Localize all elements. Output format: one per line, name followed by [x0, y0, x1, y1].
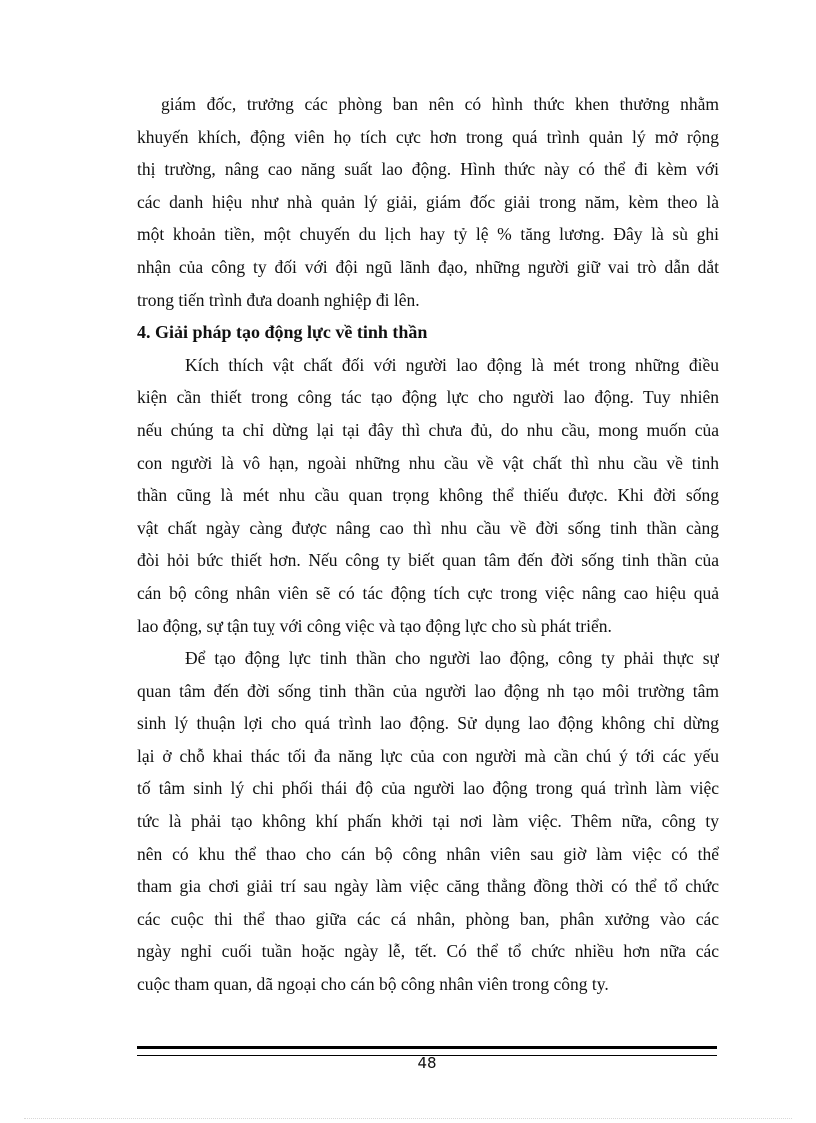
- text-line: kiện cần thiết trong công tác tạo động lực cho người lao động. Tuy nhiên: [137, 387, 719, 408]
- text-line: lại ở chỗ khai thác tối đa năng lực của con người mà cần chú ý tới các yếu: [137, 745, 719, 766]
- text-line: thần cũng là mét nhu cầu quan trọng không thể thiếu được. Khi đời sống: [137, 485, 719, 506]
- text-line: nếu chúng ta chỉ dừng lại tại đây thì chưa đủ, do nhu cầu, mong muốn của: [137, 419, 719, 440]
- text-line: cán bộ công nhân viên sẽ có tác động tích cực trong việc nâng cao hiệu quả: [137, 582, 719, 603]
- section-heading: 4. Giải pháp tạo động lực về tinh thần: [137, 322, 428, 343]
- text-line: nhận của công ty đối với đội ngũ lãnh đạo, những người giữ vai trò dẫn dắt: [137, 256, 719, 277]
- text-line: một khoản tiền, một chuyến du lịch hay tỷ lệ % tăng lương. Đây là sù ghi: [137, 224, 719, 245]
- text-line: tham gia chơi giải trí sau ngày làm việc căng thẳng đồng thời có thể tổ chức: [137, 876, 719, 897]
- text-line: Kích thích vật chất đối với người lao động là mét trong những điều: [185, 354, 719, 375]
- text-line: quan tâm đến đời sống tinh thần của người lao động nh tạo môi trường tâm: [137, 680, 719, 701]
- text-line: khuyến khích, động viên họ tích cực hơn trong quá trình quản lý mở rộng: [137, 126, 719, 147]
- text-line: lao động, sự tận tuỵ với công việc và tạo động lực cho sù phát triển.: [137, 615, 612, 636]
- text-line: Để tạo động lực tinh thần cho người lao động, công ty phải thực sự: [185, 648, 719, 669]
- text-line: các danh hiệu như nhà quản lý giải, giám đốc giải trong năm, kèm theo là: [137, 191, 719, 212]
- text-line: con người là vô hạn, ngoài những nhu cầu về vật chất thì nhu cầu về tinh: [137, 452, 719, 473]
- text-line: các cuộc thi thể thao giữa các cá nhân, phòng ban, phân xưởng vào các: [137, 908, 719, 929]
- text-line: trong tiến trình đưa doanh nghiệp đi lên.: [137, 289, 420, 310]
- text-line: sinh lý thuận lợi cho quá trình lao động. Sử dụng lao động không chỉ dừng: [137, 713, 719, 734]
- text-line: thị trường, nâng cao năng suất lao động. Hình thức này có thể đi kèm với: [137, 159, 719, 180]
- text-line: vật chất ngày càng được nâng cao thì nhu cầu về đời sống tinh thần càng: [137, 517, 719, 538]
- body-text: [137, 88, 719, 1001]
- paragraph-3: [137, 642, 719, 1001]
- page-bottom-border: [24, 1118, 792, 1119]
- text-line: đòi hỏi bức thiết hơn. Nếu công ty biết quan tâm đến đời sống tinh thần của: [137, 550, 719, 571]
- text-line: giám đốc, trưởng các phòng ban nên có hình thức khen thưởng nhằm: [161, 94, 719, 114]
- text-line: ngày nghỉ cuối tuần hoặc ngày lễ, tết. Có thể tổ chức nhiều hơn nữa các: [137, 941, 719, 962]
- paragraph-1: [137, 88, 719, 316]
- text-line: cuộc tham quan, dã ngoại cho cán bộ công nhân viên trong công ty.: [137, 974, 609, 995]
- text-line: tức là phải tạo không khí phấn khởi tại nơi làm việc. Thêm nữa, công ty: [137, 811, 719, 832]
- text-line: nên có khu thể thao cho cán bộ công nhân viên sau giờ làm việc có thể: [137, 843, 719, 864]
- page-number: 48: [417, 1054, 437, 1072]
- text-line: tố tâm sinh lý chi phối thái độ của người lao động trong quá trình làm việc: [137, 778, 719, 799]
- paragraph-2: [137, 349, 719, 642]
